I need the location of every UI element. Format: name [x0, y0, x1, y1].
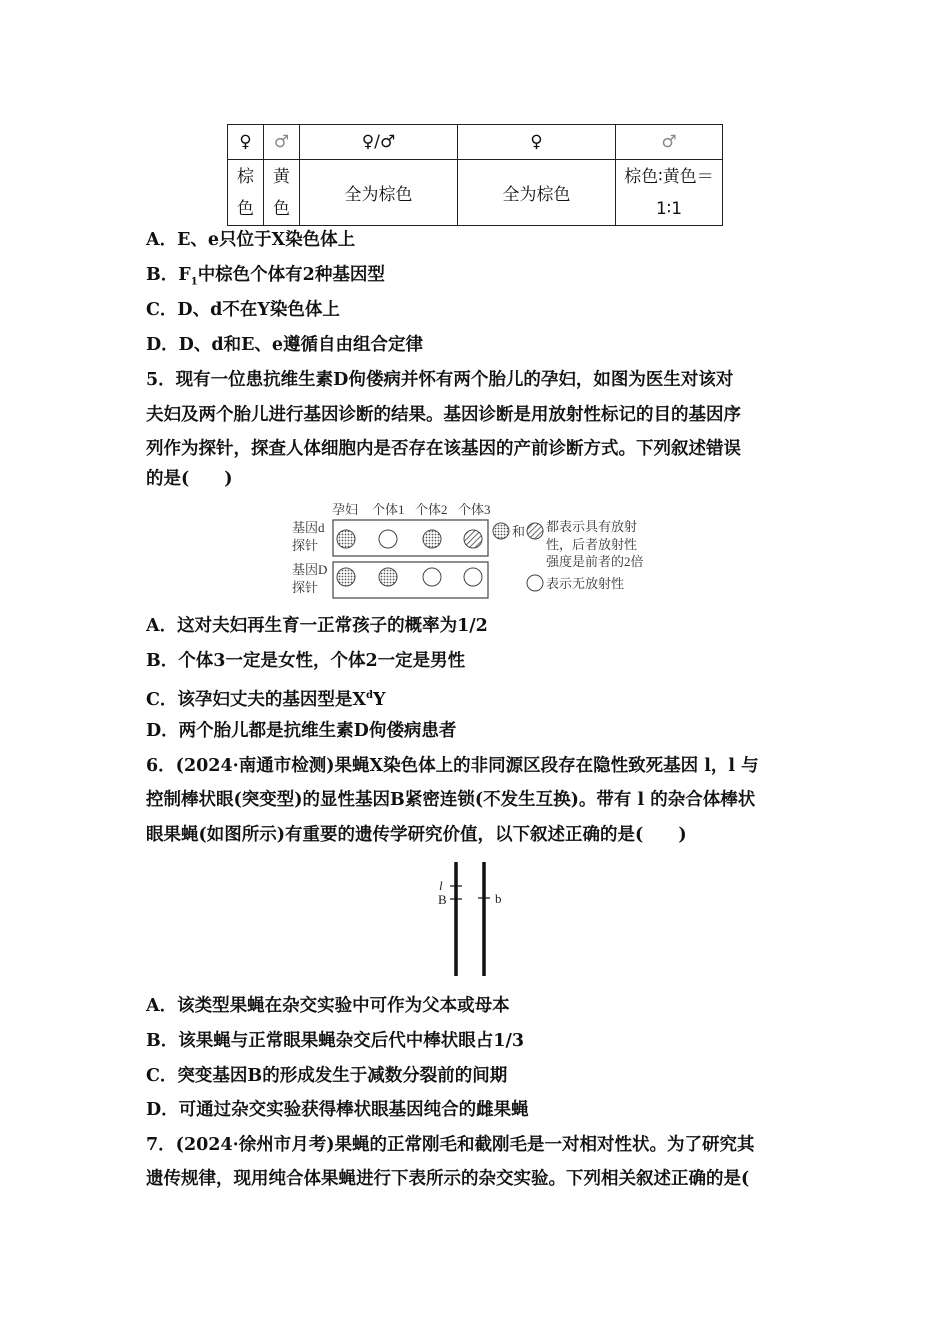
q4-option-c: C．D、d不在Y染色体上	[146, 300, 340, 320]
table-cell-yellow: 黄色	[264, 160, 300, 226]
q5-stem-1: 5．现有一位患抗维生素D佝偻病并怀有两个胎儿的孕妇，如图为医生对该对	[146, 370, 734, 390]
fig-row1-label-1: 基因d	[292, 520, 325, 535]
table-header-female-2: ♀	[458, 125, 616, 160]
q5-stem-2: 夫妇及两个胎儿进行基因诊断的结果。基因诊断是用放射性标记的目的基因序	[146, 405, 741, 425]
table-cell-ratio: 棕色∶黄色＝1∶1	[616, 160, 723, 226]
fig-legend-and: 和	[512, 524, 526, 539]
q4-option-a: A．E、e只位于X染色体上	[146, 230, 356, 250]
q4-option-d: D．D、d和E、e遵循自由组合定律	[146, 335, 424, 355]
q6-stem-1: 6．(2024·南通市检测)果蝇X染色体上的非同源区段存在隐性致死基因 l，l 与	[146, 756, 759, 776]
table-header-both: ♀/♂	[300, 125, 458, 160]
fig-legend-2: 性，后者放射性	[546, 537, 638, 552]
fig-col-1: 个体1	[372, 502, 405, 517]
table-cell-all-brown-2: 全为棕色	[458, 160, 616, 226]
q6-option-a: A．该类型果蝇在杂交实验中可作为父本或母本	[146, 996, 510, 1016]
q5-option-b: B．个体3一定是女性，个体2一定是男性	[146, 651, 466, 671]
fig-legend-1: 都表示具有放射	[546, 519, 638, 534]
q5-option-c: C．该孕妇丈夫的基因型是$X^dY$	[146, 689, 386, 710]
table-cell-all-brown: 全为棕色	[300, 160, 458, 226]
table-cell-brown: 棕色	[228, 160, 264, 226]
fig-gene-l: l	[439, 878, 443, 893]
fig-col-3: 个体3	[458, 502, 491, 517]
fig-col-2: 个体2	[415, 502, 448, 517]
fig-legend-4: 表示无放射性	[546, 576, 625, 591]
fig-gene-b: b	[495, 891, 502, 906]
q6-option-d: D．可通过杂交实验获得棒状眼基因纯合的雌果蝇	[146, 1100, 529, 1120]
fig-row2-label-2: 探针	[292, 580, 319, 595]
q5-stem-4: 的是( )	[146, 469, 233, 489]
fig-row1-label-2: 探针	[292, 538, 319, 553]
q6-option-b: B．该果蝇与正常眼果蝇杂交后代中棒状眼占1/3	[146, 1031, 525, 1051]
table-header-female: ♀	[228, 125, 264, 160]
q7-stem-2: 遗传规律，现用纯合体果蝇进行下表所示的杂交实验。下列相关叙述正确的是(	[146, 1169, 750, 1189]
q5-option-d: D．两个胎儿都是抗维生素D佝偻病患者	[146, 721, 457, 741]
q6-stem-3: 眼果蝇(如图所示)有重要的遗传学研究价值，以下叙述正确的是( )	[146, 825, 687, 845]
fig-legend-3: 强度是前者的2倍	[546, 554, 644, 569]
q7-stem-1: 7．(2024·徐州市月考)果蝇的正常刚毛和截刚毛是一对相对性状。为了研究其	[146, 1135, 755, 1155]
cross-result-table	[227, 124, 723, 226]
q4-option-b: B．$F_1$中棕色个体有2种基因型	[146, 265, 385, 288]
fig-col-pregnant: 孕妇	[332, 502, 359, 517]
q5-option-a: A．这对夫妇再生育一正常孩子的概率为1/2	[146, 616, 488, 636]
chromosome-figure	[430, 858, 510, 980]
q6-option-c: C．突变基因B的形成发生于减数分裂前的间期	[146, 1066, 508, 1086]
q6-stem-2: 控制棒状眼(突变型)的显性基因B紧密连锁(不发生互换)。带有 l 的杂合体棒状	[146, 790, 756, 810]
q5-stem-3: 列作为探针，探查人体细胞内是否存在该基因的产前诊断方式。下列叙述错误	[146, 439, 741, 459]
table-header-male-2: ♂	[616, 125, 723, 160]
table-header-male: ♂	[264, 125, 300, 160]
fig-row2-label-1: 基因D	[292, 562, 328, 577]
fig-gene-B: B	[438, 892, 447, 907]
gene-probe-figure	[290, 500, 670, 600]
